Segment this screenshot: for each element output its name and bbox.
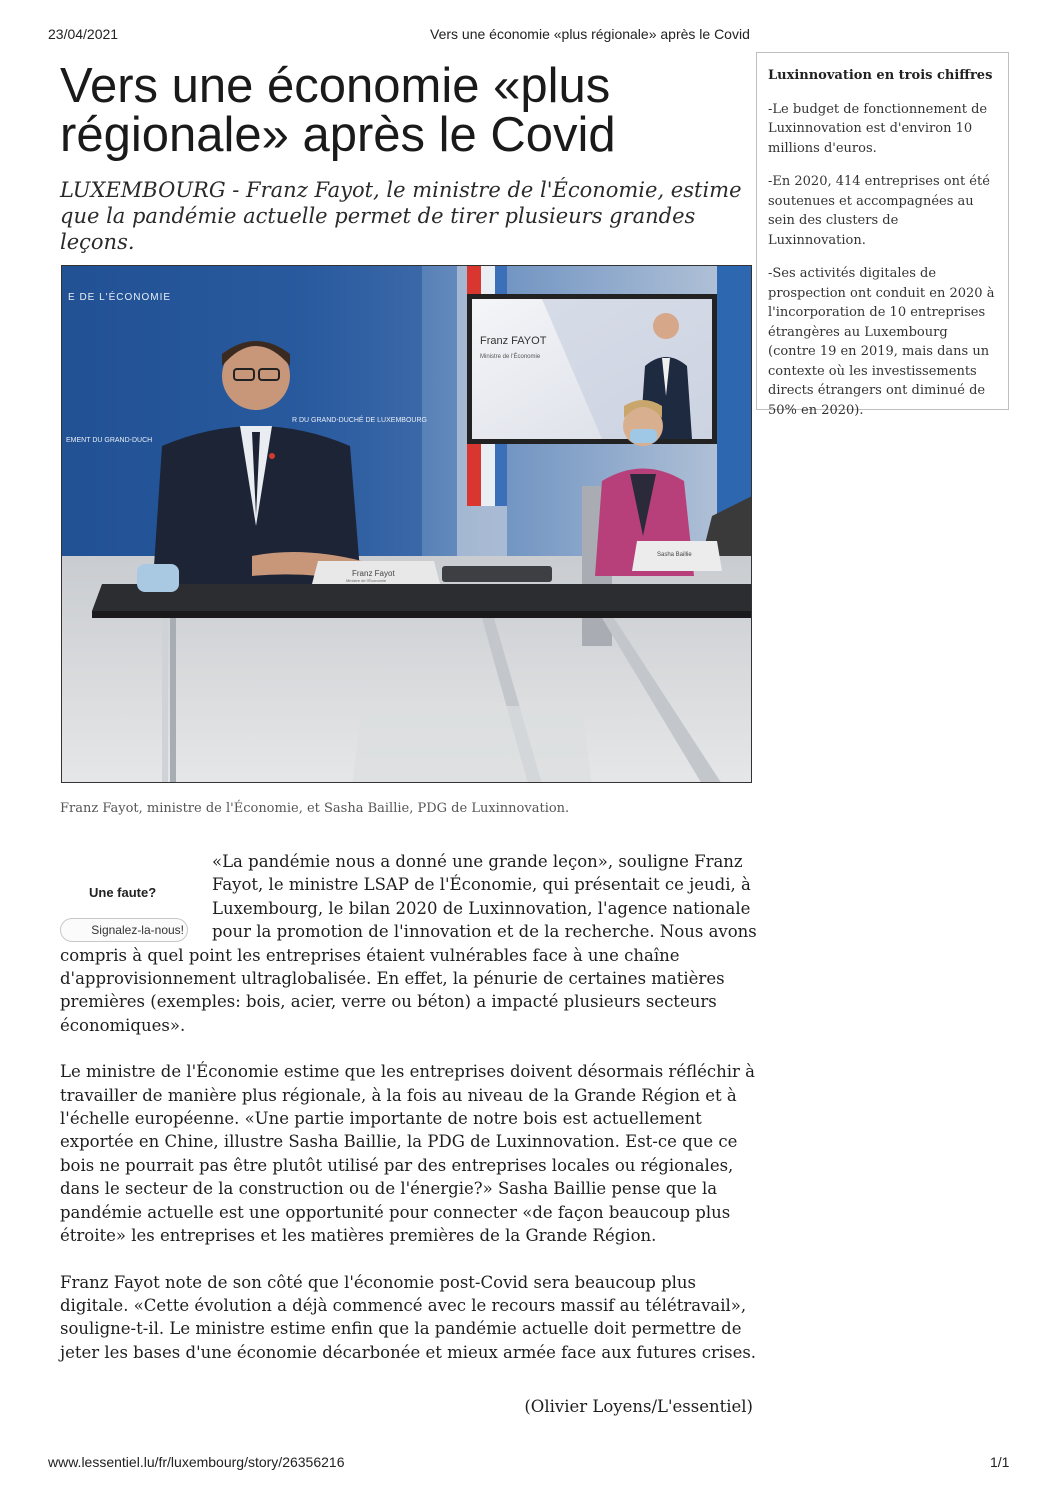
photo-screen-role: Ministre de l'Économie bbox=[480, 354, 541, 360]
facts-item: -En 2020, 414 entreprises ont été soutenues et accompagnées au sein des clusters de Luxinnovation. bbox=[768, 174, 990, 248]
headline-line-1: Vers une économie «plus bbox=[60, 59, 611, 113]
report-error-button[interactable]: Signalez-la-nous! bbox=[60, 918, 188, 942]
article-headline bbox=[60, 59, 740, 162]
article-paragraph-text: «La pandémie nous a donné une grande leçon», souligne Franz Fayot, le ministre LSAP de l'Économie, qui présentait ce jeudi, à Luxembourg, le bilan 2020 de Luxinnovation, l'agence nationale pour la promotion de l'innovation et de la recherche. Nous avons compris à quel point les entreprises étaient vulnérables face à une chaîne d'approvisionnement ultraglobalisée. En effet, la pénurie de certaines matières premières (exemples: bois, acier, verre ou béton) a impacté plusieurs secteurs économiques». bbox=[60, 852, 757, 1035]
article-paragraph bbox=[60, 850, 760, 1037]
facts-item: -Ses activités digitales de prospection ont conduit en 2020 à l'incorporation de 10 entreprises étrangères au Luxembourg (contre 19 en 2019, mais dans un contexte où les investissements directs étrangers ont diminué de 50% en 2020). bbox=[768, 266, 995, 418]
article-lead: LUXEMBOURG - Franz Fayot, le ministre de l'Économie, estime que la pandémie actuelle permet de tirer plusieurs grandes leçons. bbox=[60, 178, 742, 254]
photo-banner-text-mid: R DU GRAND-DUCHÉ DE LUXEMBOURG bbox=[292, 417, 427, 424]
article-paragraph: Franz Fayot note de son côté que l'économie post-Covid sera beaucoup plus digitale. «Cette évolution a déjà commencé avec le recours massif au télétravail», souligne-t-il. Le ministre estime enfin que la pandémie actuelle doit permettre de jeter les bases d'une économie décarbonée et mieux armée face aux futures crises. bbox=[60, 1272, 757, 1362]
photo-screen-name: Franz FAYOT bbox=[480, 335, 547, 347]
facts-item: -Le budget de fonctionnement de Luxinnovation est d'environ 10 millions d'euros. bbox=[768, 101, 988, 156]
photo-nameplate-2-name: Sasha Baillie bbox=[657, 552, 692, 558]
headline-line-2: régionale» après le Covid bbox=[60, 108, 616, 162]
article-photo bbox=[61, 265, 752, 783]
photo-nameplate-1-role: Ministre de l'Économie bbox=[346, 578, 387, 583]
article-credit: (Olivier Loyens/L'essentiel) bbox=[524, 1397, 753, 1416]
print-date: 23/04/2021 bbox=[48, 26, 119, 42]
facts-sidebar bbox=[756, 52, 1009, 418]
photo-caption: Franz Fayot, ministre de l'Économie, et Sasha Baillie, PDG de Luxinnovation. bbox=[60, 801, 570, 816]
report-error-question: Une faute? bbox=[89, 885, 157, 900]
footer-url: www.lessentiel.lu/fr/luxembourg/story/26356216 bbox=[48, 1454, 345, 1470]
facts-sidebar-title: Luxinnovation en trois chiffres bbox=[768, 68, 993, 83]
article-paragraph: Le ministre de l'Économie estime que les entreprises doivent désormais réfléchir à travailler de manière plus régionale, à la fois au niveau de la Grande Région et à l'échelle européenne. «Une partie importante de notre bois est actuellement exportée en Chine, illustre Sasha Baillie, la PDG de Luxinnovation. Est-ce que ce bois ne pourrait pas être plutôt utilisé par des entreprises locales ou régionales, dans le secteur de la construction ou de l'énergie?» Sasha Baillie pense que la pandémie actuelle est une opportunité pour connecter «de façon beaucoup plus étroite» les entreprises et les matières premières de la Grande Région. bbox=[60, 1062, 755, 1246]
print-header-title: Vers une économie «plus régionale» après le Covid bbox=[430, 26, 750, 42]
photo-wall-text: E DE L'ÉCONOMIE bbox=[68, 292, 172, 303]
photo-nameplate-1-name: Franz Fayot bbox=[352, 569, 395, 578]
photo-banner-text-left: EMENT DU GRAND-DUCH bbox=[66, 437, 153, 444]
footer-page-number: 1/1 bbox=[990, 1454, 1010, 1470]
